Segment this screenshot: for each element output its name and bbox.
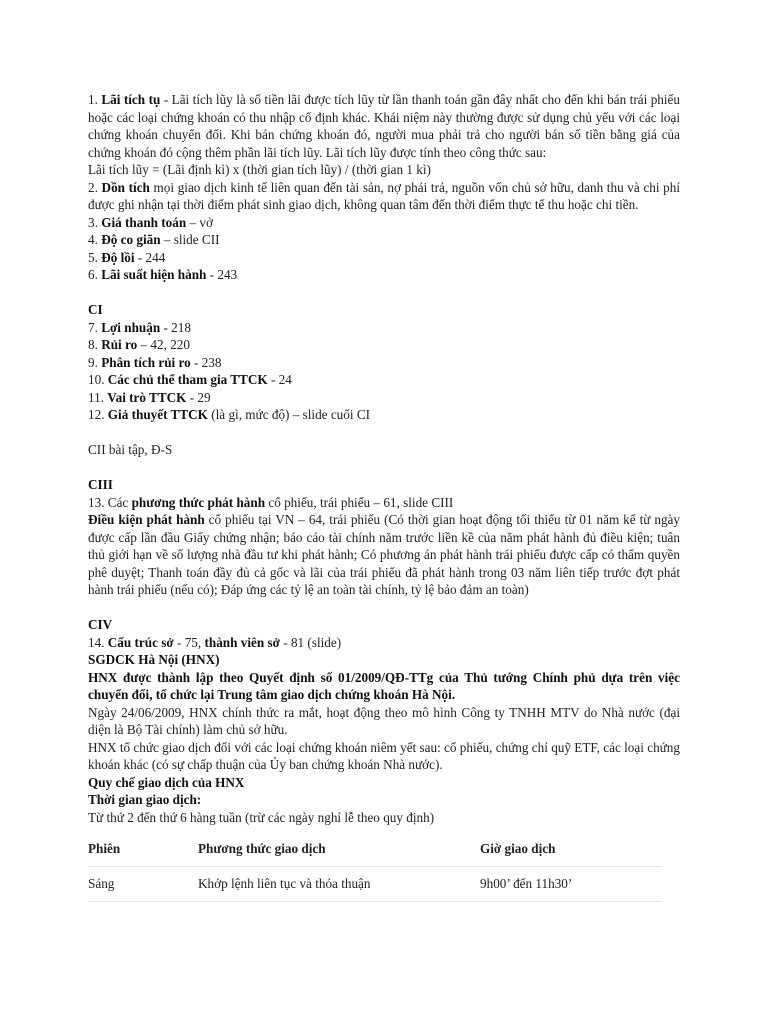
table-cell-session: Sáng — [88, 867, 198, 902]
section-heading-ciii: CIII — [88, 477, 113, 492]
item-term: Độ lồi — [101, 249, 135, 265]
item-number: 1. — [88, 92, 98, 107]
item-term: Giả thuyết TTCK — [107, 407, 208, 422]
item-8 — [88, 336, 680, 354]
item-term: Rủi ro — [101, 337, 138, 352]
spacer — [88, 459, 680, 477]
item-text: (là gì, mức độ) – slide cuối CI — [207, 407, 371, 422]
trading-time-heading: Thời gian giao dịch: — [88, 792, 202, 807]
item-11 — [88, 389, 680, 407]
item-9 — [88, 354, 680, 372]
hnx-heading: SGDCK Hà Nội (HNX) — [88, 652, 220, 667]
item-number: 3. — [88, 214, 98, 230]
item-3 — [88, 214, 680, 232]
item-text: - 218 — [160, 319, 191, 335]
item-number: 7. — [88, 319, 98, 335]
item-text: cổ phiếu tại VN – 64, trái phiếu (Có thời gian hoạt động tối thiểu từ 01 năm kể từ ngày được cấp lần đầu Giấy chứng nhận; báo cáo tài chính năm trước liền kề của năm phát hành đủ điều kiện; tuân thủ giới hạn về số lượng nhà đầu tư khi phát hành; Có phương án phát hành trái phiếu được cấp có thẩm quyền phê duyệt; Thanh toán đầy đủ cả gốc và lãi của trái phiếu đã phát hành trong 03 năm liên tiếp trước đợt phát hành trái phiếu (nếu có); Đáp ứng các tỷ lệ an toàn tài chính, tỷ lệ bảo đảm an toàn) — [88, 512, 680, 597]
item-term: Vai trò TTCK — [107, 389, 187, 405]
item-term: Cấu trúc sở — [107, 634, 174, 650]
spacer — [88, 599, 680, 617]
item-text: cổ phiếu, trái phiếu – 61, slide CIII — [265, 494, 454, 510]
item-term: Lợi nhuận — [101, 319, 161, 335]
hnx-rules-heading: Quy chế giao dịch của HNX — [88, 774, 245, 790]
item-text: – 42, 220 — [137, 337, 190, 352]
document-body — [88, 91, 680, 902]
item-number: 8. — [88, 337, 98, 352]
spacer — [88, 284, 680, 302]
item-term: Các chủ thể tham gia TTCK — [107, 372, 268, 387]
item-term: phương thức phát hành — [131, 494, 266, 510]
item-text: – vở — [186, 214, 213, 230]
item-term: Giá thanh toán — [101, 214, 187, 230]
item-number: 11. — [88, 389, 104, 405]
item-text: - 29 — [186, 389, 211, 405]
section-heading-civ: CIV — [88, 617, 113, 632]
issuance-conditions — [88, 511, 680, 599]
formula: Lãi tích lũy = (Lãi định kì) x (thời gian tích lũy) / (thời gian 1 kì) — [88, 162, 431, 177]
item-text: - 243 — [206, 267, 238, 282]
item-text: - 238 — [190, 354, 222, 370]
column-header-session: Phiên — [88, 841, 121, 857]
table-cell-method: Khớp lệnh liên tục và thỏa thuận — [198, 867, 480, 902]
item-term: Phân tích rủi ro — [101, 354, 191, 370]
cii-note: CII bài tập, Đ-S — [88, 442, 173, 457]
spacer — [88, 424, 680, 442]
item-term: Lãi suất hiện hành — [101, 267, 207, 282]
item-text: - 24 — [267, 372, 292, 387]
hnx-securities: HNX tổ chức giao dịch đối với các loại chứng khoán niêm yết sau: cổ phiếu, chứng chỉ quỹ ETF, các loại chứng khoán khác (có sự chấp thuận của Ủy ban chứng khoán Nhà nước). — [88, 739, 680, 772]
item-1 — [88, 91, 680, 161]
item-number: 4. — [88, 232, 98, 247]
item-term: Dồn tích — [101, 179, 150, 195]
item-10 — [88, 371, 680, 389]
item-number: 2. — [88, 179, 98, 195]
item-2 — [88, 179, 680, 214]
section-heading-ci: CI — [88, 302, 103, 317]
item-term: Lãi tích tụ — [101, 92, 161, 107]
column-header-method: Phương thức giao dịch — [198, 841, 326, 857]
item-number: 12. — [88, 407, 105, 422]
item-4 — [88, 231, 680, 249]
item-term: Độ co giãn — [101, 232, 161, 247]
trading-schedule: Từ thứ 2 đến thứ 6 hàng tuần (trừ các ngày nghỉ lễ theo quy định) — [88, 809, 435, 825]
hnx-launch: Ngày 24/06/2009, HNX chính thức ra mắt, hoạt động theo mô hình Công ty TNHH MTV do Nhà nước (đại diện là Bộ Tài chính) làm chủ sở hữu. — [88, 704, 680, 737]
item-5 — [88, 249, 680, 267]
item-term: thành viên sở — [204, 634, 280, 650]
item-13: 13. Các phương thức phát hành cổ phiếu, trái phiếu – 61, slide CIII — [88, 494, 454, 510]
item-text: - 244 — [134, 249, 166, 265]
column-header-time: Giờ giao dịch — [480, 841, 556, 857]
item-number: 10. — [88, 372, 105, 387]
item-number: 9. — [88, 354, 98, 370]
item-7 — [88, 319, 680, 337]
table-header-row — [88, 832, 662, 867]
hnx-founding: HNX được thành lập theo Quyết định số 01/2009/QĐ-TTg của Thủ tướng Chính phủ dựa trên việc chuyển đổi, tổ chức lại Trung tâm giao dịch chứng khoán Hà Nội. — [88, 669, 680, 702]
item-text: mọi giao dịch kinh tế liên quan đến tài sản, nợ phải trả, nguồn vốn chủ sở hữu, danh thu và chi phí được ghi nhận tại thời điểm phát sinh giao dịch, không quan tâm đến thời điểm thực tế thu hoặc chi tiền. — [88, 179, 681, 212]
item-12 — [88, 406, 680, 424]
table-row — [88, 867, 662, 902]
table-cell-time: 9h00’ đến 11h30’ — [480, 867, 662, 902]
item-number: 5. — [88, 249, 98, 265]
item-6 — [88, 266, 680, 284]
item-term: Điều kiện phát hành — [88, 512, 205, 527]
item-14: 14. Cấu trúc sở - 75, thành viên sở - 81 (slide) — [88, 634, 342, 650]
item-number: 6. — [88, 267, 98, 282]
item-text: - Lãi tích lũy là số tiền lãi được tích lũy từ lần thanh toán gần đây nhất cho đến khi bán trái phiếu hoặc các loại chứng khoán có thu nhập cố định khác. Khái niệm này thường được sử dụng chủ yếu với các loại chứng khoán chuyển đổi. Khi bán chứng khoán đó, người mua phải trả cho người bán số tiền bằng giá của chứng khoán đó cộng thêm phần lãi tích lũy. Lãi tích lũy được tính theo công thức sau: — [88, 92, 680, 160]
item-text: – slide CII — [160, 232, 220, 247]
trading-session-table — [88, 832, 662, 902]
